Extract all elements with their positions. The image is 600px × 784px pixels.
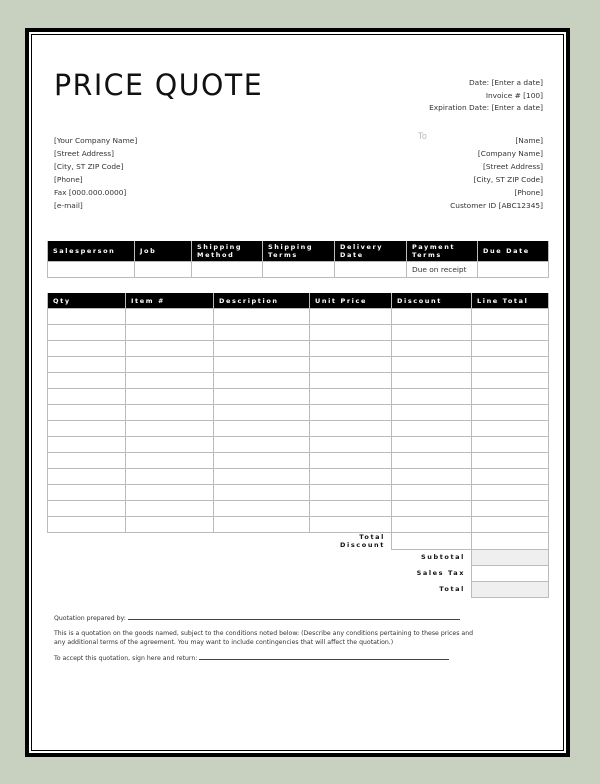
cell-line-total[interactable] xyxy=(472,453,549,469)
table-row xyxy=(48,501,549,517)
cell-shipping-method[interactable] xyxy=(192,262,263,278)
cell-discount[interactable] xyxy=(392,389,472,405)
cell-qty[interactable] xyxy=(48,437,126,453)
header-shipping-method: Shipping Method xyxy=(192,241,263,262)
cell-item-number[interactable] xyxy=(126,485,214,501)
cell-line-total[interactable] xyxy=(472,501,549,517)
cell-discount[interactable] xyxy=(392,341,472,357)
total-discount-label: Total Discount xyxy=(340,533,385,549)
header-shipping-terms: Shipping Terms xyxy=(263,241,335,262)
cell-item-number[interactable] xyxy=(126,373,214,389)
cell-qty[interactable] xyxy=(48,469,126,485)
invoice-number[interactable]: Invoice # [100] xyxy=(485,90,543,100)
cell-description[interactable] xyxy=(214,405,310,421)
quote-meta xyxy=(429,77,543,115)
accept-label: To accept this quotation, sign here and return: xyxy=(54,654,198,662)
cell-description[interactable] xyxy=(214,501,310,517)
header-description: Description xyxy=(214,293,310,309)
cell-discount[interactable] xyxy=(392,421,472,437)
line-items-table xyxy=(47,293,549,598)
cell-description[interactable] xyxy=(214,309,310,325)
cell-line-total[interactable] xyxy=(472,405,549,421)
header-line-total: Line Total xyxy=(472,293,549,309)
cell-line-total[interactable] xyxy=(472,485,549,501)
table-row xyxy=(48,437,549,453)
cell-item-number[interactable] xyxy=(126,421,214,437)
cell-job[interactable] xyxy=(135,262,192,278)
cell-description[interactable] xyxy=(214,453,310,469)
cell-unit-price[interactable] xyxy=(310,357,392,373)
recipient-street[interactable]: [Street Address] xyxy=(482,162,543,171)
sender-fax[interactable]: Fax [000.000.0000] xyxy=(54,188,127,197)
sender-phone[interactable]: [Phone] xyxy=(54,175,83,184)
recipient-address xyxy=(450,134,543,212)
cell-item-number[interactable] xyxy=(126,309,214,325)
to-label: To xyxy=(418,132,427,142)
sender-city[interactable]: [City, ST ZIP Code] xyxy=(54,162,124,171)
info-data-row xyxy=(48,262,549,278)
header-salesperson: Salesperson xyxy=(48,241,135,262)
cell-item-number[interactable] xyxy=(126,501,214,517)
cell-item-number[interactable] xyxy=(126,357,214,373)
expiration-date[interactable]: Expiration Date: [Enter a date] xyxy=(429,103,543,112)
cell-qty[interactable] xyxy=(48,357,126,373)
cell-discount[interactable] xyxy=(392,501,472,517)
cell-line-total[interactable] xyxy=(472,309,549,325)
cell-description[interactable] xyxy=(214,389,310,405)
header-item-number: Item # xyxy=(126,293,214,309)
total-discount-line-total[interactable] xyxy=(472,533,549,550)
cell-item-number[interactable] xyxy=(126,405,214,421)
cell-line-total[interactable] xyxy=(472,421,549,437)
cell-shipping-terms[interactable] xyxy=(263,262,335,278)
cell-unit-price[interactable] xyxy=(310,405,392,421)
table-row xyxy=(48,405,549,421)
cell-description[interactable] xyxy=(214,357,310,373)
cell-item-number[interactable] xyxy=(126,469,214,485)
table-row xyxy=(48,389,549,405)
cell-description[interactable] xyxy=(214,373,310,389)
cell-unit-price[interactable] xyxy=(310,373,392,389)
cell-salesperson[interactable] xyxy=(48,262,135,278)
cell-unit-price[interactable] xyxy=(310,469,392,485)
table-row xyxy=(48,421,549,437)
total-label: Total xyxy=(439,585,465,593)
cell-due-date[interactable] xyxy=(478,262,549,278)
cell-unit-price[interactable] xyxy=(310,517,392,533)
cell-item-number[interactable] xyxy=(126,389,214,405)
spacer xyxy=(48,549,392,565)
spacer xyxy=(48,533,310,550)
cell-discount[interactable] xyxy=(392,309,472,325)
cell-description[interactable] xyxy=(214,469,310,485)
cell-qty[interactable] xyxy=(48,325,126,341)
spacer xyxy=(48,581,392,597)
cell-line-total[interactable] xyxy=(472,373,549,389)
cell-item-number[interactable] xyxy=(126,517,214,533)
cell-qty[interactable] xyxy=(48,517,126,533)
cell-description[interactable] xyxy=(214,485,310,501)
items-header-row xyxy=(48,293,549,309)
table-row xyxy=(48,325,549,341)
cell-item-number[interactable] xyxy=(126,437,214,453)
table-row xyxy=(48,485,549,501)
recipient-phone[interactable]: [Phone] xyxy=(514,188,543,197)
header-job: Job xyxy=(135,241,192,262)
prepared-by-signature-line[interactable] xyxy=(128,613,460,620)
quote-footer xyxy=(54,613,474,668)
cell-delivery-date[interactable] xyxy=(335,262,407,278)
sales-tax-row xyxy=(48,565,549,581)
cell-description[interactable] xyxy=(214,437,310,453)
cell-line-total[interactable] xyxy=(472,389,549,405)
cell-qty[interactable] xyxy=(48,501,126,517)
cell-line-total[interactable] xyxy=(472,517,549,533)
prepared-by-label: Quotation prepared by: xyxy=(54,615,126,622)
cell-unit-price[interactable] xyxy=(310,325,392,341)
page-inner-border xyxy=(31,34,564,751)
cell-description[interactable] xyxy=(214,341,310,357)
header-due-date: Due Date xyxy=(478,241,549,262)
cell-line-total[interactable] xyxy=(472,469,549,485)
total-row xyxy=(48,581,549,597)
recipient-name[interactable]: [Name] xyxy=(515,136,543,145)
recipient-company[interactable]: [Company Name] xyxy=(477,149,543,158)
accept-line xyxy=(54,653,474,664)
conditions-text: This is a quotation on the goods named, subject to the conditions noted below: (Describe any conditions pertaining to these prices and any additional terms of the agreement. You may want to include contingencies that will affect the quotation.) xyxy=(54,629,474,646)
cell-item-number[interactable] xyxy=(126,341,214,357)
cell-unit-price[interactable] xyxy=(310,501,392,517)
cell-discount[interactable] xyxy=(392,517,472,533)
cell-qty[interactable] xyxy=(48,453,126,469)
cell-discount[interactable] xyxy=(392,325,472,341)
cell-discount[interactable] xyxy=(392,405,472,421)
header-qty: Qty xyxy=(48,293,126,309)
table-row xyxy=(48,373,549,389)
order-info-table xyxy=(47,241,549,278)
cell-qty[interactable] xyxy=(48,421,126,437)
cell-qty[interactable] xyxy=(48,405,126,421)
cell-discount[interactable] xyxy=(392,485,472,501)
cell-qty[interactable] xyxy=(48,389,126,405)
sales-tax-label: Sales Tax xyxy=(416,569,465,577)
table-row xyxy=(48,517,549,533)
cell-discount[interactable] xyxy=(392,373,472,389)
table-row xyxy=(48,357,549,373)
cell-unit-price[interactable] xyxy=(310,421,392,437)
accept-signature-line[interactable] xyxy=(199,653,449,660)
cell-line-total[interactable] xyxy=(472,357,549,373)
document-page xyxy=(25,28,570,757)
header-unit-price: Unit Price xyxy=(310,293,392,309)
cell-qty[interactable] xyxy=(48,373,126,389)
cell-line-total[interactable] xyxy=(472,325,549,341)
items-body xyxy=(48,309,549,598)
info-header-row xyxy=(48,241,549,262)
cell-description[interactable] xyxy=(214,517,310,533)
cell-payment-terms[interactable]: Due on receipt xyxy=(407,262,478,278)
cell-qty[interactable] xyxy=(48,309,126,325)
subtotal-label: Subtotal xyxy=(420,553,465,562)
total-discount-row xyxy=(48,533,549,550)
cell-item-number[interactable] xyxy=(126,453,214,469)
sender-email[interactable]: [e-mail] xyxy=(54,201,83,210)
cell-line-total[interactable] xyxy=(472,341,549,357)
cell-discount[interactable] xyxy=(392,469,472,485)
header-delivery-date: Delivery Date xyxy=(335,241,407,262)
customer-id[interactable]: Customer ID [ABC12345] xyxy=(450,201,543,210)
sender-street[interactable]: [Street Address] xyxy=(54,149,115,158)
document-title: PRICE QUOTE xyxy=(54,68,264,102)
recipient-city[interactable]: [City, ST ZIP Code] xyxy=(473,175,543,184)
total-discount-value[interactable] xyxy=(392,533,472,550)
total-value[interactable] xyxy=(472,581,549,597)
cell-description[interactable] xyxy=(214,325,310,341)
cell-line-total[interactable] xyxy=(472,437,549,453)
cell-unit-price[interactable] xyxy=(310,453,392,469)
header-discount: Discount xyxy=(392,293,472,309)
cell-unit-price[interactable] xyxy=(310,309,392,325)
subtotal-value[interactable] xyxy=(472,549,549,565)
cell-qty[interactable] xyxy=(48,341,126,357)
cell-description[interactable] xyxy=(214,421,310,437)
date-field[interactable]: Date: [Enter a date] xyxy=(468,78,543,87)
spacer xyxy=(48,565,392,581)
table-row xyxy=(48,341,549,357)
cell-item-number[interactable] xyxy=(126,325,214,341)
cell-unit-price[interactable] xyxy=(310,389,392,405)
cell-unit-price[interactable] xyxy=(310,485,392,501)
cell-unit-price[interactable] xyxy=(310,437,392,453)
sender-company[interactable]: [Your Company Name] xyxy=(54,136,138,145)
sales-tax-value[interactable] xyxy=(472,565,549,581)
table-row xyxy=(48,309,549,325)
table-row xyxy=(48,469,549,485)
cell-discount[interactable] xyxy=(392,453,472,469)
prepared-by-line xyxy=(54,613,474,624)
cell-qty[interactable] xyxy=(48,485,126,501)
header-payment-terms: Payment Terms xyxy=(407,241,478,262)
cell-discount[interactable] xyxy=(392,437,472,453)
sender-address xyxy=(54,134,137,212)
cell-unit-price[interactable] xyxy=(310,341,392,357)
cell-discount[interactable] xyxy=(392,357,472,373)
subtotal-row xyxy=(48,549,549,565)
table-row xyxy=(48,453,549,469)
